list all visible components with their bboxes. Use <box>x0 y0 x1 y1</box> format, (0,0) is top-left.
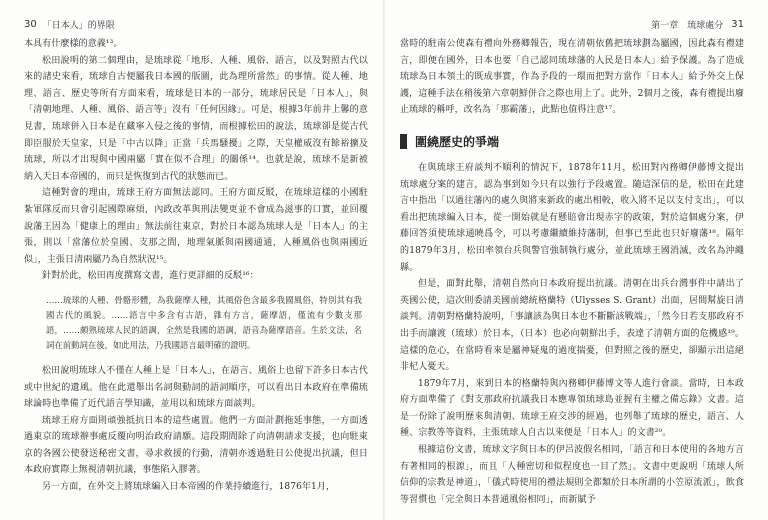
right-paragraph-4: 1879年7月，來到日本的格蘭特與內務卿伊藤博文等人進行會談。當時，日本政府方面準備了《對支那政府抗議我日本應專領琉球島並握有主權之備忘錄》文書。這是一份除了說明歷來與清朝、琉球王府交涉的經過，也列舉了琉球的歷史，語言、人種、宗教等等資料，主張琉球人自古以來便是「日本人」的文書²⁰。 <box>400 378 744 439</box>
left-page-number: 30 <box>24 18 37 30</box>
right-page <box>384 0 768 520</box>
right-page-header: 第一章 琉球處分 <box>651 20 724 31</box>
left-paragraph-7: 另一方面，在外交上將琉球編入日本帝國的作業持續進行，1876年1月， <box>42 482 336 493</box>
left-page-header: 「日本人」的界限 <box>42 20 115 31</box>
left-paragraph-1: 本具有什麼樣的意義¹³。 <box>24 39 123 49</box>
left-paragraph-5: 松田說明琉球人不僅在人種上是「日本人」，在語言、風俗上也留下許多日本古代或中世紀的遺風。他在此還舉出名詞與動詞的語詞順序，可以看出日本政府在準備琉球論時也準備了近代語言學知識，並用以和琉球方面談判。 <box>24 365 368 410</box>
right-paragraph-2: 在與琉球王府談判不順利的情況下，1878年11月，松田對內務卿伊藤博文提出琉球處分案的建言，認為事到如今只有以強行予段處置。隨這深信的是，松田在此建言中指出「以過往藩內的處久與將來新政的處出相較，收入將不足以支付支出」，可以看出把琉球編入日本，從一開始就是有懸賠會出現赤字的政策，對於這個處分案，伊藤回答須使琉球通曉爲令，可以考慮繼續維持藩制，但事已至此也只好廢藩¹⁸。隔年的1879年3月，松田率領台兵與警官強制執行處分，並此琉球王國消滅，改名為沖繩縣。 <box>400 162 744 273</box>
left-paragraph-3: 這種對會的理由，琉球王府方面無法認同。王府方面反駁，在琉球這樣的小國駐紮軍隊反而只會引起國際麻煩，內政改革與刑法變更並不會成為滋事的口實，並回覆說藩王因為「健康上的理由」無法前往東京，對於日本認為琉球人是「日本人」的主張，則以「當藩位於皇國、支那之間，地理氣脈與兩國通通，人種風俗也與兩國近似」，主張日清兩屬乃為自然狀況¹⁵。 <box>24 188 368 265</box>
right-page-number: 31 <box>731 18 744 30</box>
section-marker-bar <box>400 134 407 149</box>
section-title-text: 圍繞歷史的爭端 <box>415 134 500 149</box>
left-paragraph-6: 琉球王府方面則頑強抵抗日本的這些處置。他們一方面計劃拖延事態，一方面透過東京的琉球辦事處反覆向明治政府請願。這段期間除了向清朝請求支援，也向駐東京的各國公使發送秘密文書，尋求救援的行動，清朝亦透過駐日公使提出抗議，但日本政府實際上無視清朝抗議，事態陷入膠著。 <box>24 415 368 476</box>
right-running-head <box>400 12 744 36</box>
left-running-head <box>24 12 368 36</box>
block-quote: ……琉球的人種、骨骼形體，為我薩摩人種，其風俗色含最多我國風俗，特別其有我國古代的風貌。……語言中多含有古語，雜有方言，薩摩語，僅流有少數支那語，……頗熟琉球人民的語調，全然是我國的語調，語音為薩摩語音。生於文法，名詞在前動詞在後，如此用法，乃我國語言最明確的證明。 <box>46 294 362 350</box>
right-paragraph-3: 但是，面對此舉，清朝自然向日本政府提出抗議。清朝在出兵台灣事件中請出了英國公使，這次則委請美國前總統格蘭特（Ulysses S. Grant）出面，居間幫旋日清談判。清朝對格蘭特說明，「事讓該為與日本也不斷斷該戰端」，「然今日若支那政府不出手而讓渡（琉球）於日本，（日本）也必向朝鮮出手，表達了清朝方面的危機感¹⁹。這樣的危心，在當時看來是屬神疑鬼的過度揣憂，但對照之後的歷史，卻顯示出這絕非杞人憂天。 <box>400 279 744 373</box>
right-paragraph-1: 當時的駐南公使森有禮向外務卿報告，現在清朝依舊把琉球劃為屬國，因此森有禮建言，即便在國外，日本也要「自己認同琉球藩的人民是日本人」給予保護。為了造成琉球為日本領土的既成事實，作為予段的一環而把對方當作「日本人」給予外交上保護，這種手法在稍後第六章朝鮮併合之際也用上了。此外，2個月之後，森有禮提出廢止琉球的稱呼，改名為「那霸藩」，此點也值得注意¹⁷。 <box>400 39 744 116</box>
right-paragraph-5: 根據這份文書，琉球文字與日本的伊呂波假名相同，「語言和日本使用的各地方言有著相同的根源」，而且「人種密切和似程度也一目了然」。文書中更說明「琉球人所信仰的宗教是神道」，「儀式時使用的禮法規則全都類於日本所謂的小笠原流派」，飲食等習慣也「完全與日本普通風俗相同」，而新賦予 <box>400 445 744 505</box>
left-paragraph-4: 針對於此，松田再度撰寫文書，進行更詳細的反駁¹⁶： <box>42 271 259 282</box>
section-heading <box>400 133 744 150</box>
left-paragraph-2: 松田說明的第二個理由，是琉球從「地形、人種、風俗、語言，以及對照古代以來的諸史來看，琉球自古便屬我日本國的版圖，此為理所當然」的事情。從人種、地理、語言、歷史等所有方面來看，琉球是日本的一部分，琉球居民是「日本人」，與「清朝地理、人種、風俗、語言等」沒有「任何因緣」。可是，根據3年前井上馨的意見書，琉球併入日本是在藏寧入侵之後的事情，而根據松田的說法，琉球卻是從古代即臣服於天皇家，只是「中古以降」正當「兵馬騷擾」之際，天皇權威沒有餘裕擴及琉球，所以才出現與中國兩屬「實在似不合理」的關係¹⁴。也就是說，琉球不是新被納入天日本帝國的，而只是恢復到古代的狀態而已。 <box>24 55 368 182</box>
